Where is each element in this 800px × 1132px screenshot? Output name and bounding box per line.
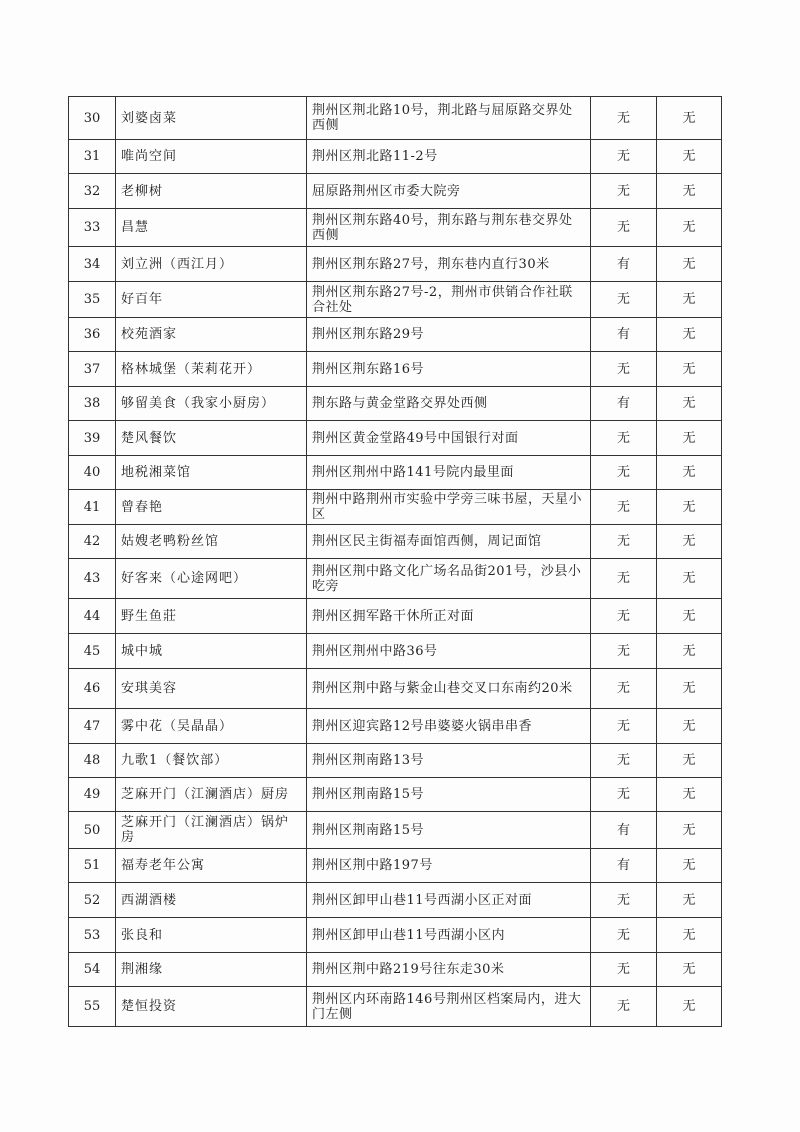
- row-number: 37: [69, 352, 116, 387]
- table-row: [69, 490, 722, 525]
- row-number: 38: [69, 387, 116, 421]
- table-row: [69, 209, 722, 247]
- address: 荆州区荆东路29号: [307, 318, 591, 352]
- address: 荆州区荆州中路36号: [307, 634, 591, 669]
- row-number: 44: [69, 599, 116, 634]
- column-4-value: 无: [591, 744, 657, 778]
- table-row: [69, 282, 722, 318]
- address: 荆州区荆南路15号: [307, 778, 591, 812]
- address: 荆州区迎宾路12号串婆婆火锅串串香: [307, 709, 591, 744]
- address: 荆州区荆南路15号: [307, 812, 591, 849]
- column-5-value: 无: [657, 918, 722, 953]
- unit-name: 刘婆卤菜: [116, 97, 307, 140]
- address: 荆州中路荆州市实验中学旁三味书屋，天星小区: [307, 490, 591, 525]
- column-5-value: 无: [657, 318, 722, 352]
- table-row: [69, 599, 722, 634]
- table-row: [69, 778, 722, 812]
- table-body: [69, 97, 722, 1027]
- table-row: [69, 456, 722, 490]
- column-4-value: 无: [591, 97, 657, 140]
- row-number: 30: [69, 97, 116, 140]
- column-4-value: 无: [591, 883, 657, 918]
- unit-name: 荆湘缘: [116, 953, 307, 987]
- table-row: [69, 318, 722, 352]
- address: 荆州区卸甲山巷11号西湖小区内: [307, 918, 591, 953]
- address: 屈原路荆州区市委大院旁: [307, 174, 591, 209]
- row-number: 50: [69, 812, 116, 849]
- column-4-value: 无: [591, 140, 657, 174]
- column-5-value: 无: [657, 247, 722, 282]
- row-number: 51: [69, 849, 116, 883]
- column-4-value: 无: [591, 525, 657, 559]
- table-row: [69, 953, 722, 987]
- row-number: 33: [69, 209, 116, 247]
- unit-name: 刘立洲（西江月）: [116, 247, 307, 282]
- column-4-value: 无: [591, 709, 657, 744]
- table-row: [69, 812, 722, 849]
- column-4-value: 无: [591, 174, 657, 209]
- row-number: 41: [69, 490, 116, 525]
- unit-name: 城中城: [116, 634, 307, 669]
- unit-name: 老柳树: [116, 174, 307, 209]
- column-4-value: 无: [591, 634, 657, 669]
- column-5-value: 无: [657, 209, 722, 247]
- unit-name: 曾春艳: [116, 490, 307, 525]
- column-4-value: 无: [591, 987, 657, 1027]
- address: 荆州区荆东路40号，荆东路与荆东巷交界处西侧: [307, 209, 591, 247]
- table-row: [69, 421, 722, 456]
- row-number: 54: [69, 953, 116, 987]
- table-row: [69, 883, 722, 918]
- unit-name: 芝麻开门（江澜酒店）厨房: [116, 778, 307, 812]
- column-4-value: 无: [591, 778, 657, 812]
- address: 荆东路与黄金堂路交界处西侧: [307, 387, 591, 421]
- unit-name: 九歌1（餐饮部）: [116, 744, 307, 778]
- unit-name: 昌慧: [116, 209, 307, 247]
- unit-name: 地税湘菜馆: [116, 456, 307, 490]
- table-row: [69, 97, 722, 140]
- row-number: 49: [69, 778, 116, 812]
- column-4-value: 无: [591, 599, 657, 634]
- table-row: [69, 669, 722, 709]
- column-5-value: 无: [657, 599, 722, 634]
- column-5-value: 无: [657, 456, 722, 490]
- row-number: 45: [69, 634, 116, 669]
- address: 荆州区荆中路文化广场名品街201号，沙县小吃旁: [307, 559, 591, 599]
- address: 荆州区荆东路16号: [307, 352, 591, 387]
- row-number: 34: [69, 247, 116, 282]
- address: 荆州区荆中路197号: [307, 849, 591, 883]
- row-number: 31: [69, 140, 116, 174]
- row-number: 36: [69, 318, 116, 352]
- unit-name: 楚风餐饮: [116, 421, 307, 456]
- column-4-value: 无: [591, 918, 657, 953]
- unit-name: 雾中花（吴晶晶）: [116, 709, 307, 744]
- address: 荆州区拥军路干休所正对面: [307, 599, 591, 634]
- table-row: [69, 247, 722, 282]
- column-4-value: 无: [591, 282, 657, 318]
- column-5-value: 无: [657, 849, 722, 883]
- column-4-value: 无: [591, 953, 657, 987]
- column-5-value: 无: [657, 282, 722, 318]
- column-5-value: 无: [657, 140, 722, 174]
- table-row: [69, 174, 722, 209]
- column-4-value: 有: [591, 247, 657, 282]
- row-number: 43: [69, 559, 116, 599]
- column-5-value: 无: [657, 634, 722, 669]
- row-number: 46: [69, 669, 116, 709]
- column-5-value: 无: [657, 987, 722, 1027]
- column-5-value: 无: [657, 778, 722, 812]
- row-number: 55: [69, 987, 116, 1027]
- column-4-value: 无: [591, 421, 657, 456]
- table-row: [69, 525, 722, 559]
- column-5-value: 无: [657, 953, 722, 987]
- address: 荆州区荆北路11-2号: [307, 140, 591, 174]
- address: 荆州区荆北路10号，荆北路与屈原路交界处西侧: [307, 97, 591, 140]
- row-number: 42: [69, 525, 116, 559]
- column-5-value: 无: [657, 744, 722, 778]
- column-4-value: 有: [591, 387, 657, 421]
- column-5-value: 无: [657, 387, 722, 421]
- unit-name: 福寿老年公寓: [116, 849, 307, 883]
- table-row: [69, 918, 722, 953]
- column-4-value: 有: [591, 812, 657, 849]
- column-5-value: 无: [657, 490, 722, 525]
- table-row: [69, 140, 722, 174]
- column-5-value: 无: [657, 709, 722, 744]
- row-number: 39: [69, 421, 116, 456]
- row-number: 53: [69, 918, 116, 953]
- column-5-value: 无: [657, 883, 722, 918]
- column-4-value: 有: [591, 318, 657, 352]
- data-table: [68, 96, 722, 1027]
- address: 荆州区荆中路与紫金山巷交叉口东南约20米: [307, 669, 591, 709]
- column-5-value: 无: [657, 352, 722, 387]
- column-4-value: 无: [591, 490, 657, 525]
- address: 荆州区荆东路27号-2，荆州市供销合作社联合社处: [307, 282, 591, 318]
- address: 荆州区内环南路146号荆州区档案局内，进大门左侧: [307, 987, 591, 1027]
- unit-name: 唯尚空间: [116, 140, 307, 174]
- table-row: [69, 352, 722, 387]
- unit-name: 格林城堡（茉莉花开）: [116, 352, 307, 387]
- table-row: [69, 987, 722, 1027]
- table-row: [69, 559, 722, 599]
- column-5-value: 无: [657, 669, 722, 709]
- address: 荆州区民主街福寿面馆西侧，周记面馆: [307, 525, 591, 559]
- table-row: [69, 744, 722, 778]
- address: 荆州区黄金堂路49号中国银行对面: [307, 421, 591, 456]
- column-4-value: 无: [591, 456, 657, 490]
- address: 荆州区卸甲山巷11号西湖小区正对面: [307, 883, 591, 918]
- address: 荆州区荆南路13号: [307, 744, 591, 778]
- row-number: 40: [69, 456, 116, 490]
- column-4-value: 无: [591, 559, 657, 599]
- column-4-value: 无: [591, 669, 657, 709]
- column-4-value: 无: [591, 352, 657, 387]
- unit-name: 安琪美容: [116, 669, 307, 709]
- unit-name: 张良和: [116, 918, 307, 953]
- unit-name: 好百年: [116, 282, 307, 318]
- column-5-value: 无: [657, 812, 722, 849]
- unit-name: 西湖酒楼: [116, 883, 307, 918]
- column-5-value: 无: [657, 174, 722, 209]
- row-number: 35: [69, 282, 116, 318]
- row-number: 52: [69, 883, 116, 918]
- address: 荆州区荆中路219号往东走30米: [307, 953, 591, 987]
- column-5-value: 无: [657, 421, 722, 456]
- column-5-value: 无: [657, 559, 722, 599]
- table-row: [69, 634, 722, 669]
- unit-name: 够留美食（我家小厨房）: [116, 387, 307, 421]
- unit-name: 芝麻开门（江澜酒店）锅炉房: [116, 812, 307, 849]
- table-row: [69, 387, 722, 421]
- address: 荆州区荆州中路141号院内最里面: [307, 456, 591, 490]
- column-4-value: 无: [591, 209, 657, 247]
- unit-name: 校苑酒家: [116, 318, 307, 352]
- table-row: [69, 849, 722, 883]
- column-5-value: 无: [657, 525, 722, 559]
- row-number: 48: [69, 744, 116, 778]
- unit-name: 好客来（心途网吧）: [116, 559, 307, 599]
- table-row: [69, 709, 722, 744]
- unit-name: 楚恒投资: [116, 987, 307, 1027]
- unit-name: 野生鱼莊: [116, 599, 307, 634]
- row-number: 47: [69, 709, 116, 744]
- column-5-value: 无: [657, 97, 722, 140]
- column-4-value: 有: [591, 849, 657, 883]
- row-number: 32: [69, 174, 116, 209]
- address: 荆州区荆东路27号，荆东巷内直行30米: [307, 247, 591, 282]
- unit-name: 姑嫂老鸭粉丝馆: [116, 525, 307, 559]
